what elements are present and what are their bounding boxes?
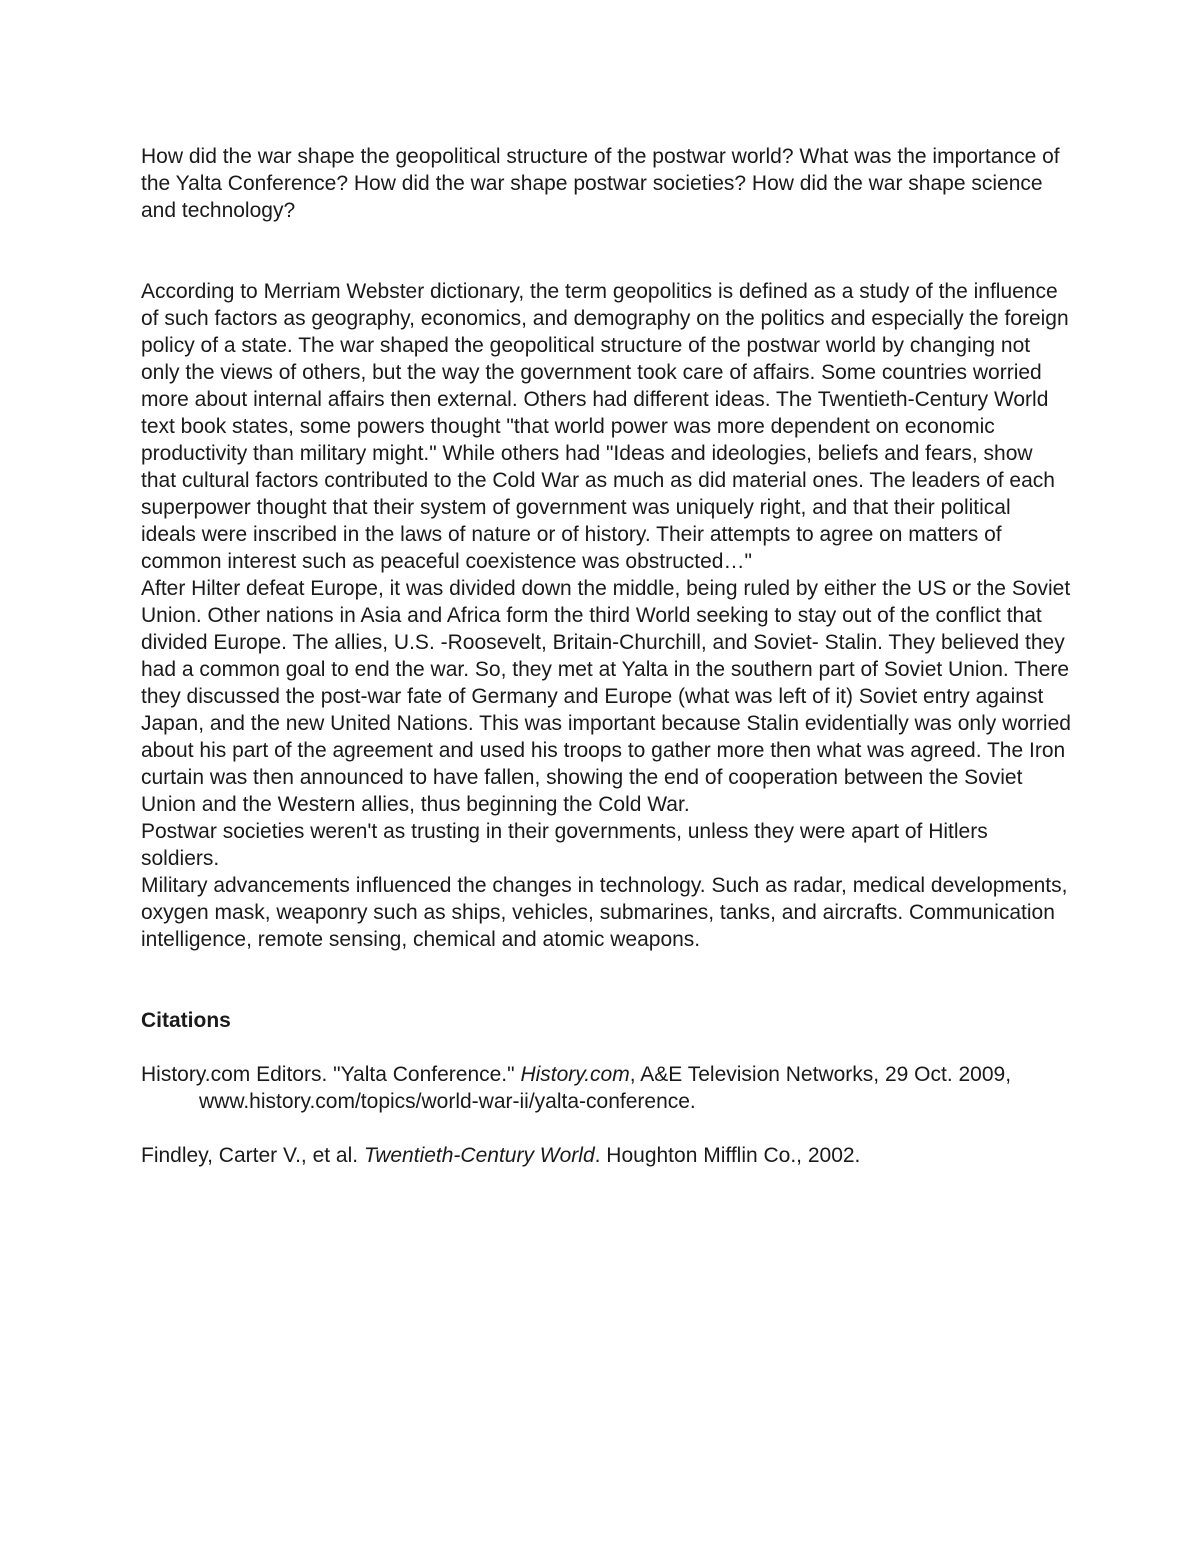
citation-source-title: History.com: [520, 1063, 630, 1086]
paragraph-geopolitics: According to Merriam Webster dictionary, the term geopolitics is defined as a study of the influence of such factors as geography, economics, and demography on the politics and especially the foreign policy of a state. The war shaped the geopolitical structure of the postwar world by changing not only the views of others, but the way the government took care of affairs. Some countries worried more about internal affairs then external. Others had different ideas. The Twentieth-Century World text book states, some powers thought "that world power was more dependent on economic productivity than military might." While others had "Ideas and ideologies, beliefs and fears, show that cultural factors contributed to the Cold War as much as did material ones. The leaders of each superpower thought that their system of government was uniquely right, and that their political ideals were inscribed in the laws of nature or of history. Their attempts to agree on matters of common interest such as peaceful coexistence was obstructed…": [141, 280, 1069, 573]
citation-source-title: Twentieth-Century World: [363, 1144, 595, 1167]
citation-text: , A&E Television Networks, 29 Oct. 2009, www.history.com/topics/world-war-ii/yalta-conference.: [199, 1063, 1012, 1113]
citation-findley: [141, 1142, 1071, 1169]
essay-prompt: How did the war shape the geopolitical structure of the postwar world? What was the importance of the Yalta Conference? How did the war shape postwar societies? How did the war shape science and technology?: [141, 145, 1060, 222]
paragraph-yalta: After Hilter defeat Europe, it was divided down the middle, being ruled by either the US or the Soviet Union. Other nations in Asia and Africa form the third World seeking to stay out of the conflict that divided Europe. The allies, U.S. -Roosevelt, Britain-Churchill, and Soviet- Stalin. They believed they had a common goal to end the war. So, they met at Yalta in the southern part of Soviet Union. There they discussed the post-war fate of Germany and Europe (what was left of it) Soviet entry against Japan, and the new United Nations. This was important because Stalin evidentially was only worried about his part of the agreement and used his troops to gather more then what was agreed. The Iron curtain was then announced to have fallen, showing the end of cooperation between the Soviet Union and the Western allies, thus beginning the Cold War.: [141, 577, 1071, 816]
document-page: [141, 143, 1071, 1169]
citation-history-com: [141, 1061, 1071, 1115]
essay-body: [141, 278, 1071, 953]
citation-text: History.com Editors. "Yalta Conference.": [141, 1063, 521, 1086]
citations-heading: Citations: [141, 1009, 231, 1032]
citation-text: . Houghton Mifflin Co., 2002.: [594, 1144, 861, 1167]
citation-text: Findley, Carter V., et al.: [141, 1144, 364, 1167]
paragraph-postwar-societies: Postwar societies weren't as trusting in their governments, unless they were apart of Hitlers soldiers.: [141, 820, 988, 870]
paragraph-technology: Military advancements influenced the changes in technology. Such as radar, medical developments, oxygen mask, weaponry such as ships, vehicles, submarines, tanks, and aircrafts. Communication intelligence, remote sensing, chemical and atomic weapons.: [141, 874, 1068, 951]
